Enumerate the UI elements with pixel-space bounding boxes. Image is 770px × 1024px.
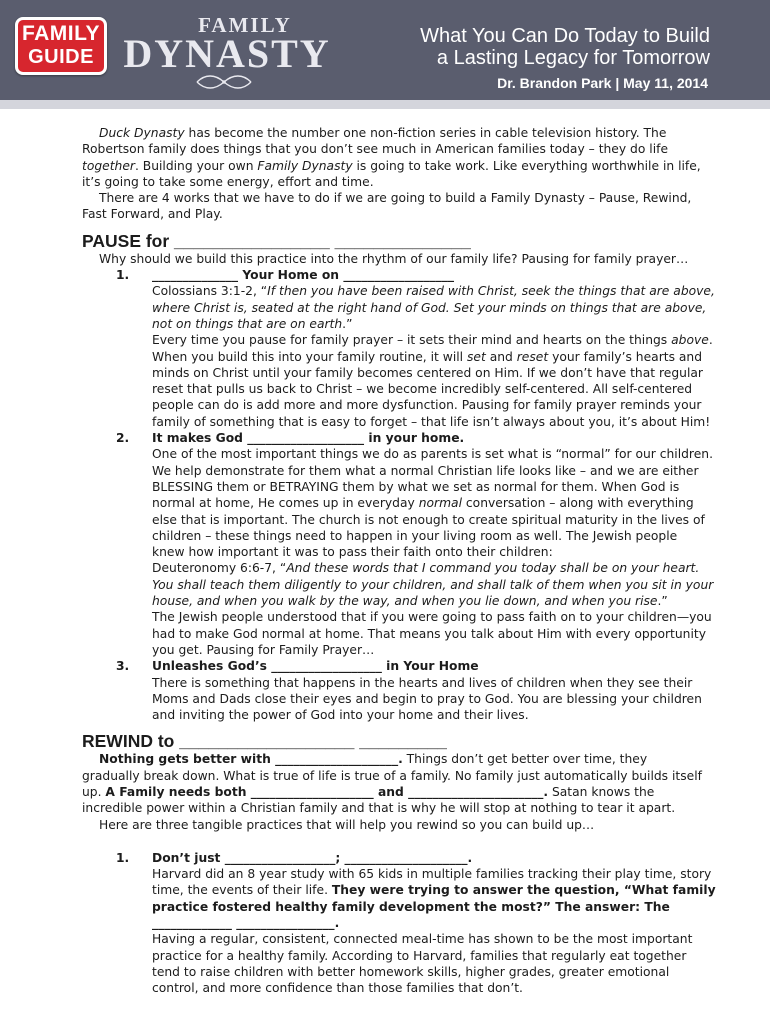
rewind-heading: REWIND to __________________ _________ xyxy=(82,731,447,752)
document-body xyxy=(82,125,742,997)
body-line: tend to raise children with better homework skills, higher grades, greater emotional xyxy=(152,964,670,979)
item-number: 1. xyxy=(116,268,130,283)
body-line: and inviting the power of God into your home and their lives. xyxy=(152,708,529,723)
body-line: Harvard did an 8 year study with 65 kids in multiple families tracking their play time, story xyxy=(152,867,712,882)
body-line: When you build this into your family routine, it will set and reset your family’s hearts and xyxy=(152,349,703,364)
body-line: Moms and Dads close their eyes and begin to pray to God. You are blessing your children xyxy=(152,691,702,706)
body-line: knew how important it was to pass their faith onto their children: xyxy=(152,545,553,560)
intro-line: There are 4 works that we have to do if we are going to build a Family Dynasty – Pause, Rewind, xyxy=(99,191,692,206)
body-line: _____________ ________________. xyxy=(152,916,340,931)
body-line: people can do is add more and more dysfunction. Pausing for family prayer reminds your xyxy=(152,398,702,413)
body-line: minds on Christ until your family becomes centered on Him. If we don’t have that regular xyxy=(152,365,703,380)
scripture-line: Deuteronomy 6:6-7, “And these words that I command you today shall be on your heart. xyxy=(152,561,700,576)
pause-point-1 xyxy=(82,267,742,430)
item-number: 1. xyxy=(116,850,130,865)
body-line: We help demonstrate for them what a normal Christian life looks like – and we are either xyxy=(152,463,699,478)
rewind-line: Here are three tangible practices that will help you rewind so you can build up… xyxy=(99,817,595,832)
logo-bottom-text: GUIDE xyxy=(28,46,94,68)
pause-heading: PAUSE for ________________ ______________ xyxy=(82,230,471,251)
scripture-line: not on things that are on earth.” xyxy=(152,316,353,331)
logo-top-text: FAMILY xyxy=(21,22,101,45)
intro-line: it’s going to take some energy, effort and time. xyxy=(82,174,374,189)
item-title: It makes God ___________________ in your home. xyxy=(152,431,465,446)
headline-line-2: a Lasting Legacy for Tomorrow xyxy=(436,47,710,69)
body-line: There is something that happens in the hearts and lives of children when they see their xyxy=(152,675,693,690)
intro-line: Duck Dynasty has become the number one non-fiction series in cable television history. The xyxy=(99,126,667,140)
pause-point-3 xyxy=(82,658,742,723)
body-line: time, the events of their life. They were trying to answer the question, “What family xyxy=(152,883,716,898)
rewind-line: up. A Family needs both ____________________ and ______________________. Satan knows the xyxy=(82,784,655,799)
intro-line: together. Building your own Family Dynasty is going to take work. Like everything worthwhile in life, xyxy=(82,158,701,173)
rewind-line: gradually break down. What is true of life is true of a family. No family just automatically builds itself xyxy=(82,768,702,783)
item-title: Unleashes God’s __________________ in Your Home xyxy=(152,659,479,674)
body-line: practice for a healthy family. According to Harvard, families that regularly eat together xyxy=(152,948,687,963)
item-number: 3. xyxy=(116,659,130,674)
body-line: family of something that is easy to forget – that life isn’t always about you, it’s about Him! xyxy=(152,414,711,429)
item-number: 2. xyxy=(116,431,130,446)
flourish-icon xyxy=(195,74,253,90)
brand-main-text: DYNASTY xyxy=(123,31,331,76)
body-line: BLESSING them or BETRAYING them by what we set as normal for them. When God is xyxy=(152,479,680,494)
spacer xyxy=(82,833,742,850)
body-line: else that is important. The church is not enough to create spiritual maturity in the lives of xyxy=(152,512,705,527)
scripture-line: Colossians 3:1-2, “If then you have been raised with Christ, seek the things that are above, xyxy=(152,284,715,299)
body-line: normal at home, He comes up in everyday normal conversation – along with everything xyxy=(152,496,694,511)
scripture-line: where Christ is, seated at the right hand of God. Set your minds on things that are above, xyxy=(152,300,707,315)
body-line: had to make God normal at home. That means you talk about Him with every opportunity xyxy=(152,626,706,641)
rewind-line: incredible power within a Christian family and that is why he will stop at nothing to tear it apart. xyxy=(82,801,676,816)
item-title: Don’t just __________________; ____________________. xyxy=(152,850,473,865)
body-line: Every time you pause for family prayer – it sets their mind and hearts on the things above. xyxy=(152,333,713,348)
rewind-point-1 xyxy=(82,850,742,997)
body-line: Having a regular, consistent, connected meal-time has shown to be the most important xyxy=(152,932,693,947)
intro-line: Robertson family does things that you don’t see much in American families today – they do life xyxy=(82,142,669,157)
pause-point-2 xyxy=(82,430,742,658)
byline: Dr. Brandon Park | May 11, 2014 xyxy=(497,75,708,91)
body-line: control, and more confidence than those families that don’t. xyxy=(152,981,523,996)
body-line: children – these things need to happen in your living room as well. The Jewish people xyxy=(152,528,678,543)
scripture-line: You shall teach them diligently to your children, and shall talk of them when you sit in your xyxy=(152,577,714,592)
body-line: practice fostered healthy family development the most?” The answer: The xyxy=(152,899,670,914)
body-line: you get. Pausing for Family Prayer… xyxy=(152,642,375,657)
brand-top-text: FAMILY xyxy=(198,13,292,37)
pause-question: Why should we build this practice into the rhythm of our family life? Pausing for family prayer… xyxy=(99,251,689,266)
header-strip xyxy=(0,100,770,109)
item-title: ______________ Your Home on __________________ xyxy=(152,268,455,283)
rewind-line: Nothing gets better with ____________________. Things don’t get better over time, they xyxy=(99,752,648,767)
family-guide-logo xyxy=(15,17,107,75)
body-line: The Jewish people understood that if you were going to pass faith on to your children—you xyxy=(152,610,712,625)
headline-line-1: What You Can Do Today to Build xyxy=(420,25,710,47)
scripture-line: house, and when you walk by the way, and when you lie down, and when you rise.” xyxy=(152,594,668,609)
header-band xyxy=(0,0,770,100)
headline xyxy=(420,25,710,69)
body-line: reset that pulls us back to Christ – we become incredibly self-centered. All self-centered xyxy=(152,382,693,397)
body-line: One of the most important things we do as parents is set what is “normal” for our children. xyxy=(152,447,713,462)
intro-line: Fast Forward, and Play. xyxy=(82,207,223,222)
